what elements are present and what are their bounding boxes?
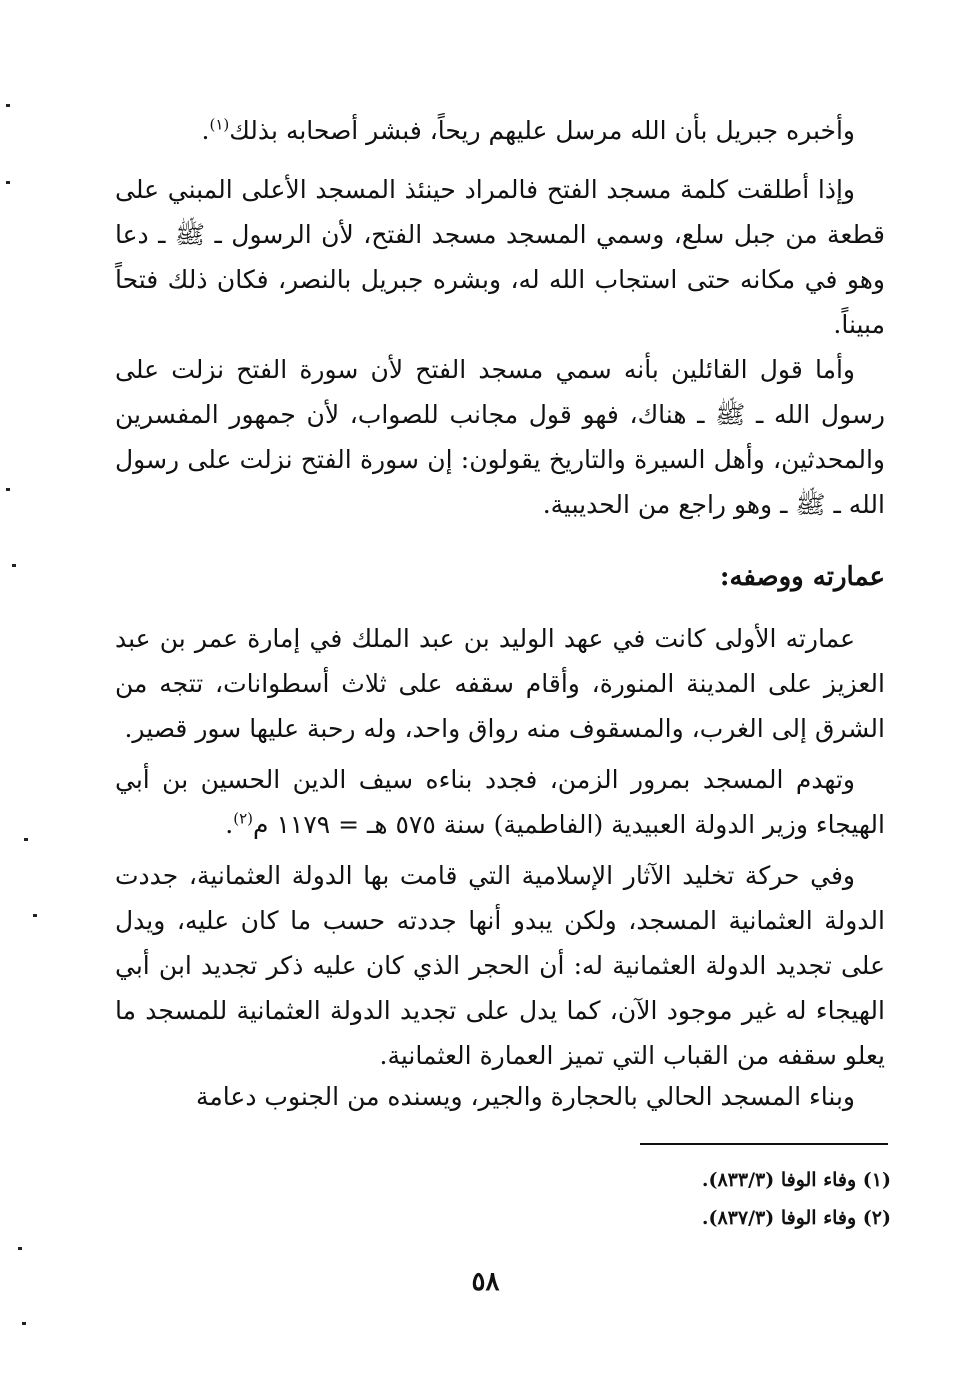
paragraph-2-text: وإذا أطلقت كلمة مسجد الفتح فالمراد حينئذ المسجد الأعلى المبني على قطعة من جبل سلع، وسمي المسجد مسجد الفتح، لأن الرسول ـ ﷺ ـ دعا وهو في مكانه حتى استجاب الله له، وبشره جبريل بالنصر، فكان ذلك فتحاً مبيناً. — [115, 175, 885, 339]
paragraph-5-text: وتهدم المسجد بمرور الزمن، فجدد بناءه سيف الدين الحسين بن أبي الهيجاء وزير الدولة العبيدية (الفاطمية) سنة ٥٧٥ هـ = ١١٧٩ م — [115, 765, 885, 839]
footnote-ref-2: (٢) — [233, 809, 254, 828]
paragraph-4-text: عمارته الأولى كانت في عهد الوليد بن عبد الملك في إمارة عمر بن عبد العزيز على المدينة المنورة، وأقام سقفه على ثلاث أسطوانات، تتجه من الشرق إلى الغرب، والمسقوف منه رواق واحد، وله رحبة عليها سور قصير. — [115, 624, 885, 743]
section-heading: عمارته ووصفه: — [719, 562, 885, 592]
paragraph-2 — [115, 167, 885, 347]
paragraph-1 — [115, 108, 885, 153]
paragraph-1-end: . — [201, 116, 210, 145]
paragraph-5 — [115, 757, 885, 847]
paragraph-5-end: . — [225, 810, 234, 839]
page-number: ٥٨ — [471, 1267, 500, 1297]
paragraph-6 — [115, 853, 885, 1078]
scan-speck — [18, 1247, 22, 1250]
footnote-1: (١) وفاء الوفا (٨٣٣/٣). — [701, 1169, 891, 1191]
footnote-2: (٢) وفاء الوفا (٨٣٧/٣). — [701, 1207, 891, 1229]
footnote-separator — [640, 1143, 888, 1145]
paragraph-7-text: وبناء المسجد الحالي بالحجارة والجير، ويسنده من الجنوب دعامة — [196, 1082, 855, 1111]
scan-speck — [6, 104, 10, 107]
scan-speck — [12, 564, 16, 567]
paragraph-3 — [115, 347, 885, 527]
scan-speck — [6, 488, 10, 491]
paragraph-6-text: وفي حركة تخليد الآثار الإسلامية التي قامت بها الدولة العثمانية، جددت الدولة العثمانية المسجد، ولكن يبدو أنها جددته حسب ما كان عليه، ويدل على تجديد الدولة العثمانية له: أن الحجر الذي كان عليه ذكر تجديد ابن أبي الهيجاء له غير موجود الآن، كما يدل على تجديد الدولة العثمانية للمسجد ما يعلو سقفه من القباب التي تميز العمارة العثمانية. — [115, 861, 885, 1070]
paragraph-3-text: وأما قول القائلين بأنه سمي مسجد الفتح لأن سورة الفتح نزلت على رسول الله ـ ﷺ ـ هناك، فهو قول مجانب للصواب، لأن جمهور المفسرين والمحدثين، وأهل السيرة والتاريخ يقولون: إن سورة الفتح نزلت على رسول الله ـ ﷺ ـ وهو راجع من الحديبية. — [115, 355, 885, 519]
scan-speck — [22, 1322, 26, 1325]
paragraph-7 — [115, 1074, 885, 1119]
scan-speck — [33, 914, 37, 917]
scan-speck — [6, 181, 10, 184]
paragraph-4 — [115, 616, 885, 751]
footnote-ref-1: (١) — [209, 115, 230, 134]
scan-speck — [24, 838, 28, 841]
paragraph-1-text: وأخبره جبريل بأن الله مرسل عليهم ريحاً، فبشر أصحابه بذلك — [229, 116, 855, 145]
